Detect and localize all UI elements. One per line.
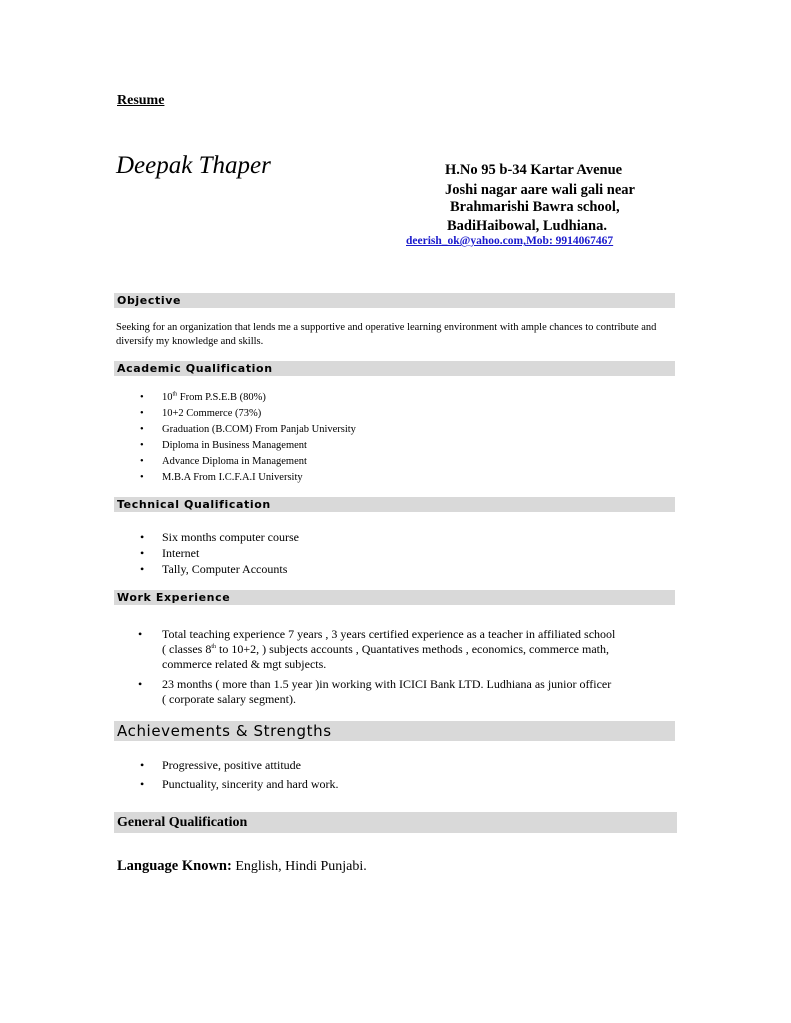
list-item: • M.B.A From I.C.F.A.I University <box>116 470 356 486</box>
bullet-icon: • <box>140 424 144 435</box>
achievements-heading: Achievements & Strengths <box>117 722 332 740</box>
address-line-2: Joshi nagar aare wali gali near <box>445 182 635 198</box>
objective-heading: Objective <box>117 294 182 307</box>
bullet-icon: • <box>140 456 144 467</box>
bullet-icon: • <box>140 530 145 544</box>
academic-heading: Academic Qualification <box>117 362 273 375</box>
general-heading-bar <box>114 812 677 833</box>
bullet-icon: • <box>140 758 145 772</box>
work-heading-bar <box>114 590 675 605</box>
work-item-1: Total teaching experience 7 years , 3 years certified experience as a teacher in affiliated school ( classes 8th to 10+2, ) subjects accounts , Quantatives methods , economics, commerce math, commerce related & mgt subjects. <box>162 627 616 671</box>
objective-heading-bar <box>114 293 675 308</box>
address-line-3: Brahmarishi Bawra school, <box>450 199 620 215</box>
address-line-4: BadiHaibowal, Ludhiana. <box>447 218 607 234</box>
objective-text: Seeking for an organization that lends me a supportive and operative learning environment with ample chances to contribute and diversify my knowledge and skills. <box>116 322 657 347</box>
bullet-icon: • <box>140 408 144 419</box>
bullet-icon: • <box>140 440 144 451</box>
list-item: • Diploma in Business Management <box>116 438 356 454</box>
contact-link[interactable]: deerish_ok@yahoo.com,Mob: 9914067467 <box>406 235 614 247</box>
list-item: • 10+2 Commerce (73%) <box>116 406 356 422</box>
technical-list <box>116 529 299 577</box>
list-item: • Internet <box>140 546 200 560</box>
language-value: English, Hindi Punjabi. <box>231 859 367 874</box>
bullet-icon: • <box>138 677 143 691</box>
general-heading: General Qualification <box>117 815 248 830</box>
bullet-icon: • <box>140 562 145 576</box>
bullet-icon: • <box>140 392 144 403</box>
list-item: • Tally, Computer Accounts <box>140 562 288 576</box>
address-line-1: H.No 95 b-34 Kartar Avenue <box>445 162 623 178</box>
list-item: • Six months computer course <box>140 530 299 544</box>
academic-list <box>116 390 356 486</box>
bullet-icon: • <box>140 472 144 483</box>
bullet-icon: • <box>140 546 145 560</box>
list-item: • 10th From P.S.E.B (80%) <box>116 390 356 406</box>
language-known <box>117 858 367 875</box>
list-item: • Advance Diploma in Management <box>116 454 356 470</box>
list-item: • Graduation (B.COM) From Panjab University <box>116 422 356 438</box>
bullet-icon: • <box>140 777 145 791</box>
technical-heading-bar <box>114 497 675 512</box>
academic-heading-bar <box>114 361 675 376</box>
work-item-2: 23 months ( more than 1.5 year )in working with ICICI Bank LTD. Ludhiana as junior officer ( corporate salary segment). <box>162 677 612 706</box>
achievements-heading-bar <box>114 721 675 741</box>
list-item: • Progressive, positive attitude <box>116 756 339 775</box>
work-heading: Work Experience <box>117 591 231 604</box>
bullet-icon: • <box>138 627 143 641</box>
technical-heading: Technical Qualification <box>117 498 271 511</box>
resume-label: Resume <box>117 93 165 108</box>
candidate-name: Deepak Thaper <box>116 152 271 179</box>
achievements-list <box>116 756 339 794</box>
list-item: • Punctuality, sincerity and hard work. <box>116 775 339 794</box>
language-label: Language Known: <box>117 858 232 874</box>
